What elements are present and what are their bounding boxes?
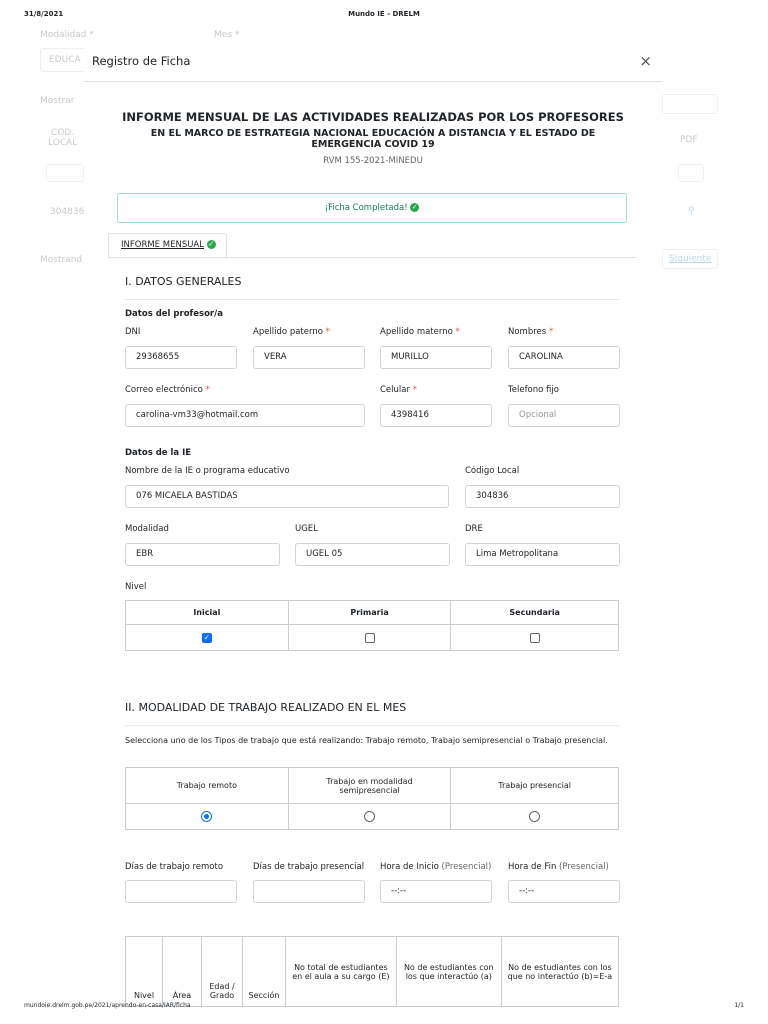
modalidad-table bbox=[125, 767, 619, 830]
ie-nombre-label: Nombre de la IE o programa educativo bbox=[125, 466, 290, 476]
ugel-field[interactable]: UGEL 05 bbox=[295, 543, 450, 566]
materno-field[interactable]: MURILLO bbox=[380, 346, 492, 369]
check-circle-icon: ✓ bbox=[411, 203, 418, 211]
hora-fin-label: Hora de Fin (Presencial) bbox=[508, 862, 609, 872]
dni-label: DNI bbox=[125, 327, 141, 337]
estudiantes-table bbox=[125, 936, 619, 1007]
bg-mostrar-label: Mostrar bbox=[40, 96, 75, 106]
print-page-number: 1/1 bbox=[734, 1002, 744, 1009]
section-datos-generales-title: I. DATOS GENERALES bbox=[125, 275, 242, 288]
nivel-inicial-checkbox[interactable]: ✓ bbox=[203, 632, 211, 642]
ie-subtitle: Datos de la IE bbox=[125, 448, 192, 458]
hora-inicio-field[interactable]: --:-- bbox=[380, 880, 492, 903]
nivel-inicial-header: Inicial bbox=[126, 601, 289, 625]
close-icon[interactable]: × bbox=[639, 52, 652, 70]
tab-informe-mensual[interactable] bbox=[108, 233, 227, 259]
paterno-label: Apellido paterno * bbox=[253, 327, 330, 337]
nivel-secundaria-checkbox[interactable] bbox=[530, 633, 540, 643]
telefono-fijo-field[interactable]: Opcional bbox=[508, 404, 620, 427]
dias-presencial-label: Días de trabajo presencial bbox=[253, 862, 365, 872]
tab-divider bbox=[108, 257, 636, 258]
th-nivel: Nivel bbox=[126, 937, 163, 1007]
ie-nombre-field[interactable]: 076 MICAELA BASTIDAS bbox=[125, 485, 449, 508]
materno-label: Apellido materno * bbox=[380, 327, 460, 337]
bg-siguiente-button: Siguiente bbox=[662, 249, 718, 269]
bg-pdf-label: PDF bbox=[680, 135, 698, 145]
nivel-primaria-checkbox[interactable] bbox=[365, 633, 375, 643]
document-rvm: RVM 155-2021-MINEDU bbox=[323, 156, 423, 166]
celular-label: Celular * bbox=[380, 385, 417, 395]
mode-semipresencial-header: Trabajo en modalidad semipresencial bbox=[288, 768, 451, 804]
hora-inicio-label: Hora de Inicio (Presencial) bbox=[380, 862, 492, 872]
ficha-completada-alert bbox=[117, 193, 627, 223]
modalidad-field[interactable]: EBR bbox=[125, 543, 280, 566]
email-field[interactable]: carolina-vm33@hotmail.com bbox=[125, 404, 365, 427]
dias-remoto-label: Días de trabajo remoto bbox=[125, 862, 224, 872]
document-subtitle: EN EL MARCO DE ESTRATEGIA NACIONAL EDUCACIÓN A DISTANCIA Y EL ESTADO DE EMERGENCIA COVID 19 bbox=[150, 128, 596, 150]
section-modalidad-trabajo-title: II. MODALIDAD DE TRABAJO REALIZADO EN EL MES bbox=[125, 701, 407, 714]
alert-text: ¡Ficha Completada! bbox=[324, 203, 408, 213]
dias-remoto-field[interactable] bbox=[125, 880, 237, 903]
profesor-subtitle: Datos del profesor/a bbox=[125, 309, 223, 319]
dias-presencial-field[interactable] bbox=[253, 880, 365, 903]
bg-cod-local: COD. LOCAL bbox=[48, 128, 78, 148]
print-title: Mundo IE - DRELM bbox=[348, 10, 420, 18]
paterno-field[interactable]: VERA bbox=[253, 346, 365, 369]
bg-filter-box bbox=[46, 164, 84, 182]
mode-remoto-header: Trabajo remoto bbox=[126, 768, 289, 804]
registro-ficha-modal bbox=[84, 44, 662, 1004]
th-estudiantes-interactuo: No de estudiantes con los que interactúo (a) bbox=[396, 937, 501, 1007]
celular-field[interactable]: 4398416 bbox=[380, 404, 492, 427]
modalidad-instructions: Selecciona uno de los Tipos de trabajo que está realizando: Trabajo remoto, Trabajo semipresencial o Trabajo presencial. bbox=[125, 736, 608, 745]
mode-presencial-header: Trabajo presencial bbox=[451, 768, 619, 804]
section-divider bbox=[125, 725, 619, 726]
codigo-local-field[interactable]: 304836 bbox=[465, 485, 620, 508]
bg-modalidad-select: EDUCA bbox=[40, 48, 86, 72]
bg-mes-label: Mes * bbox=[214, 30, 240, 40]
dni-field[interactable]: 29368655 bbox=[125, 346, 237, 369]
bg-modalidad-label: Modalidad * bbox=[40, 30, 94, 40]
dre-label: DRE bbox=[465, 524, 483, 534]
nivel-secundaria-header: Secundaria bbox=[451, 601, 619, 625]
print-footer bbox=[0, 1002, 768, 1016]
th-area: Área bbox=[163, 937, 202, 1007]
tab-label: INFORME MENSUAL bbox=[121, 240, 204, 250]
th-edad-grado: Edad / Grado bbox=[202, 937, 243, 1007]
print-date: 31/8/2021 bbox=[24, 10, 64, 18]
section-divider bbox=[125, 299, 619, 300]
bg-search-box bbox=[662, 94, 718, 114]
bg-mostrando: Mostrand bbox=[40, 255, 83, 265]
th-total-estudiantes: No total de estudiantes en el aula a su cargo (E) bbox=[286, 937, 397, 1007]
mode-semipresencial-radio[interactable] bbox=[364, 811, 375, 822]
nombres-field[interactable]: CAROLINA bbox=[508, 346, 620, 369]
mode-presencial-radio[interactable] bbox=[529, 811, 540, 822]
codigo-local-label: Código Local bbox=[465, 466, 520, 476]
nivel-label: Nivel bbox=[125, 582, 147, 592]
modalidad-label: Modalidad bbox=[125, 524, 169, 534]
bg-row-code: 304836 bbox=[50, 207, 85, 217]
correo-label: Correo electrónico * bbox=[125, 385, 210, 395]
th-seccion: Sección bbox=[243, 937, 286, 1007]
nivel-table bbox=[125, 600, 619, 651]
th-estudiantes-no-interactuo: No de estudiantes con los que no interactúo (b)=E-a bbox=[501, 937, 618, 1007]
mode-remoto-radio[interactable] bbox=[201, 811, 212, 822]
nombres-label: Nombres * bbox=[508, 327, 554, 337]
ugel-label: UGEL bbox=[295, 524, 318, 534]
modal-title: Registro de Ficha bbox=[92, 54, 191, 68]
fijo-label: Telefono fijo bbox=[508, 385, 559, 395]
bg-filter-box-2 bbox=[678, 164, 704, 182]
bg-search-icon: ⚲ bbox=[688, 206, 695, 216]
dre-field[interactable]: Lima Metropolitana bbox=[465, 543, 620, 566]
hora-fin-field[interactable]: --:-- bbox=[508, 880, 620, 903]
modal-header bbox=[84, 44, 662, 82]
nivel-primaria-header: Primaria bbox=[288, 601, 451, 625]
print-url: mundoie.drelm.gob.pe/2021/aprendo-en-casa/IAR/ficha bbox=[24, 1002, 191, 1009]
check-circle-icon: ✓ bbox=[208, 240, 215, 248]
document-title: INFORME MENSUAL DE LAS ACTIVIDADES REALIZADAS POR LOS PROFESORES bbox=[122, 110, 624, 124]
print-header bbox=[0, 10, 768, 24]
